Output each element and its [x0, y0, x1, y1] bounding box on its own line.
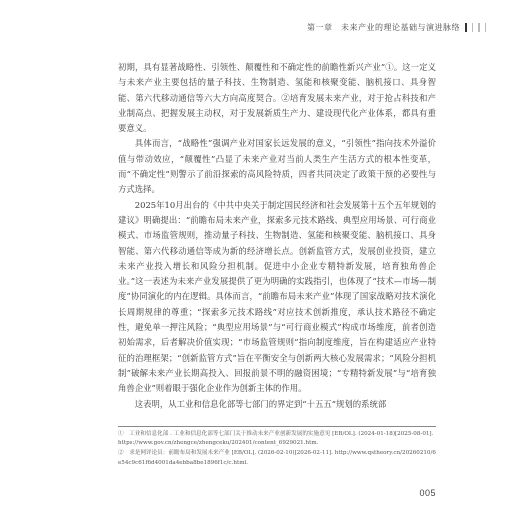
running-head-bar	[465, 23, 467, 32]
paragraph: 初期，具有显著战略性、引领性、颠覆性和不确定性的前瞻性新兴产业”①。这一定义与未来产业主要包括的量子科技、生物制造、氢能和核聚变能、脑机接口、具身智能、第六代移动通信等六大方向高度契合。②培育发展未来产业，对于抢占科技和产业制高点、把握发展主动权，对于发展新质生产力、建设现代化产业体系，都具有重要意义。	[118, 62, 436, 134]
running-head-bar	[478, 23, 480, 32]
running-head-bar	[472, 23, 474, 32]
running-head-bar	[485, 23, 487, 32]
body-text	[118, 60, 436, 412]
footnote-divider	[118, 426, 436, 427]
footnotes	[118, 430, 436, 469]
running-head	[307, 22, 486, 33]
footnote: ② 求是网评论员：前瞻布局和发展未来产业 [EB/OL]. (2026-02-10)[2026-02-11]. http://www.qstheory.cn/20260210/6e54c9c61f6d4001da4ebba8be1896f1c/c.html.	[118, 450, 436, 466]
paragraph: 这表明，从工业和信息化部等七部门的界定到“十五五”规划的系统部	[134, 398, 387, 409]
paragraph: 2025年10月出台的《中共中央关于制定国民经济和社会发展第十五个五年规划的建议》明确提出：“前瞻布局未来产业，探索多元技术路线、典型应用场景、可行商业模式、市场监管规则，推动量子科技、生物制造、氢能和核聚变能、脑机接口、具身智能、第六代移动通信等成为新的经济增长点。创新监管方式，发展创业投资，建立未来产业投入增长和风险分担机制。促进中小企业专精特新发展，培育独角兽企业。”这一表述为未来产业发展提供了更为明确的实践指引，也体现了“技术—市场—制度”协同演化的内在逻辑。具体而言，“前瞻布局未来产业”体现了国家战略对技术演化长周期规律的尊重；“探索多元技术路线”对应技术创新推度，承认技术路径不确定性，避免单一押注风险；“典型应用场景”与“可行商业模式”构成市场维度，前者创造初始需求，后者解决价值实现；“市场监管规则”指向制度维度，旨在构建适应产业特征的治理框架；“创新监管方式”旨在平衡安全与创新两大核心发展需求；“风险分担机制”破解未来产业长期高投入、回报前景不明的融资困境；“专精特新发展”与“培育独角兽企业”则着眼于强化企业作为创新主体的作用。	[118, 199, 436, 394]
page-number: 005	[419, 488, 436, 498]
paragraph: 具体而言，“战略性”强调产业对国家长远发展的意义，“引领性”指向技术外溢价值与带动效应，“颠覆性”凸显了未来产业对当前人类生产生活方式的根本性变革，而“不确定性”则警示了前沿探索的高风险特质，四者共同决定了政策干预的必要性与方式选择。	[118, 138, 436, 195]
running-head-text: 第一章 未来产业的理论基础与演进脉络	[307, 23, 460, 32]
footnote: ① 工业和信息化部 . 工业和信息化部等七部门关于推动未来产业创新发展的实施意见 [EB/OL]. (2024-01-18)[2025-08-01]. https://www.gov.cn/zhengce/zhengceku/202401/content_6929021.htm.	[118, 431, 434, 447]
